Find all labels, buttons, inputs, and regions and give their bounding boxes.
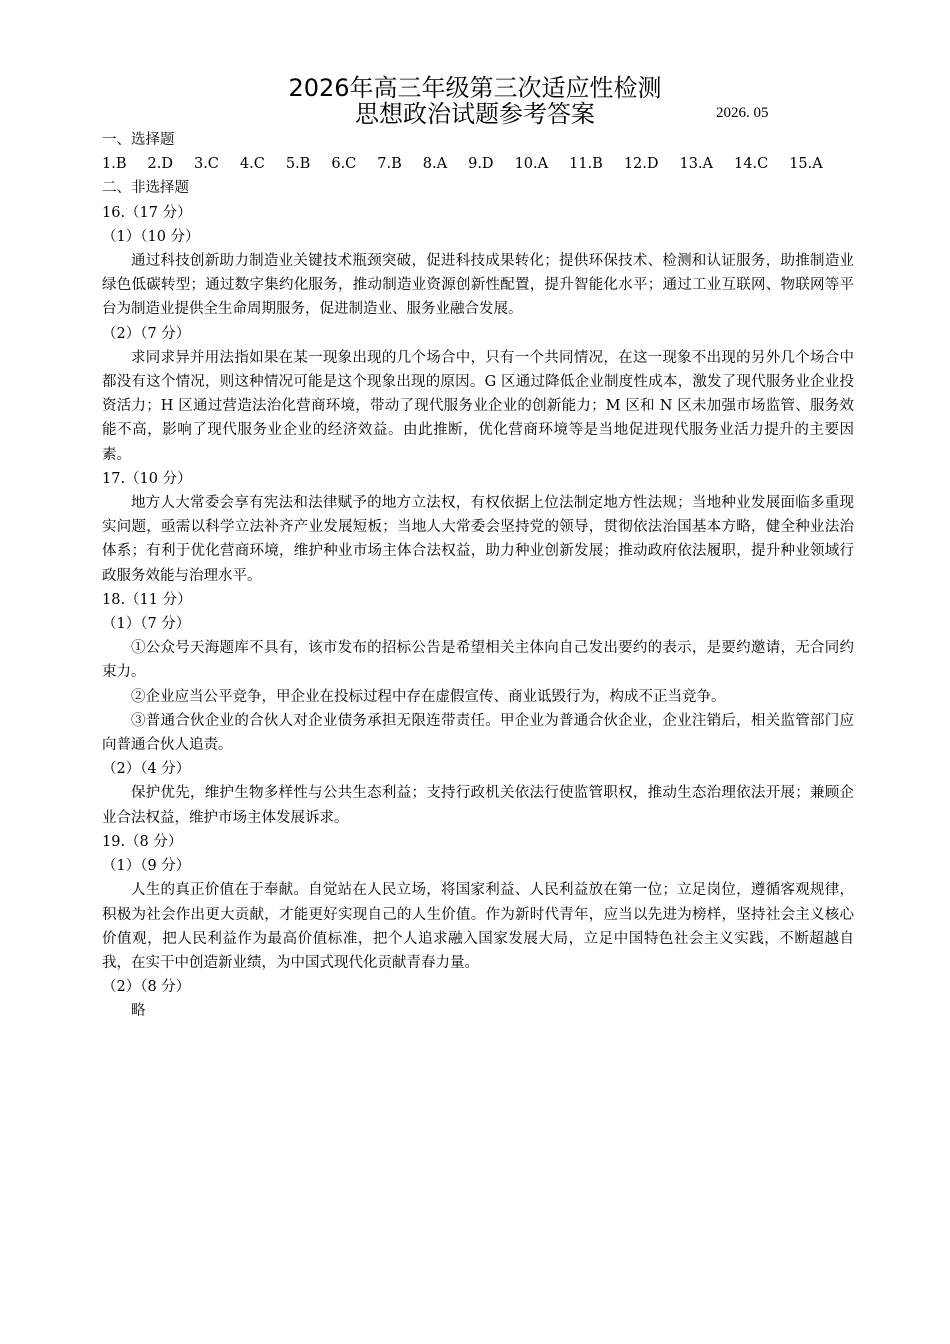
answer-item: 6.C [331,156,357,173]
question-19-part2-label: （2）（8 分） [102,979,191,996]
multiple-choice-answers [102,152,854,176]
section-heading-non-choice: 二、非选择题 [102,180,189,197]
question-18-part2-answer: 保护优先，维护生物多样性与公共生态利益；支持行政机关依法行使监管职权，推动生态治理依法开展；兼顾企业合法权益，维护市场主体发展诉求。 [102,785,854,826]
answer-item: 7.B [377,156,402,173]
question-17-answer: 地方人大常委会享有宪法和法律赋予的地方立法权，有权依据上位法制定地方性法规；当地种业发展面临多重现实问题，亟需以科学立法补齐产业发展短板；当地人大常委会坚持党的领导，贯彻依法治国基本方略，健全种业法治体系；有利于优化营商环境，维护种业市场主体合法权益，助力种业创新发展；推动政府依法履职，提升种业领域行政服务效能与治理水平。 [102,495,854,584]
question-18-part1-item: ②企业应当公平竞争，甲企业在投标过程中存在虚假宣传、商业诋毁行为，构成不正当竞争。 [131,688,726,705]
question-16-part2-label: （2）（7 分） [102,325,191,342]
document-title: 2026年高三年级第三次适应性检测 [288,74,662,102]
answer-item: 12.D [623,156,659,173]
answer-item: 5.B [285,156,311,173]
question-19-label: 19.（8 分） [102,833,183,850]
answer-item: 10.A [514,156,549,173]
document-date: 2026. 05 [716,105,769,121]
question-18-part2-label: （2）（4 分） [102,761,191,778]
answer-item: 3.C [193,156,219,173]
answer-item: 4.C [239,156,265,173]
question-19-part1-answer: 人生的真正价值在于奉献。自觉站在人民立场，将国家利益、人民利益放在第一位；立足岗位，遵循客观规律，积极为社会作出更大贡献，才能更好实现自己的人生价值。作为新时代青年，应当以先进为榜样，坚持社会主义核心价值观，把人民利益作为最高价值标准，把个人追求融入国家发展大局，立足中国特色社会主义实践，不断超越自我，在实干中创造新业绩，为中国式现代化贡献青春力量。 [102,882,854,971]
answer-item: 8.A [422,156,448,173]
question-16-part1-label: （1）（10 分） [102,228,200,245]
answer-item: 13.A [679,156,714,173]
question-17-label: 17.（10 分） [102,470,192,487]
question-18-label: 18.（11 分） [102,591,192,608]
answer-item: 15.A [789,156,823,173]
question-18-part1-label: （1）（7 分） [102,616,191,633]
question-18-part1-item: ①公众号天海题库不具有，该市发布的招标公告是希望相关主体向自己发出要约的表示，是要约邀请，无合同约束力。 [102,640,854,681]
question-19-part2-answer: 略 [131,1003,146,1020]
question-19-part1-label: （1）（9 分） [102,858,191,875]
answer-item: 9.D [468,156,494,173]
answer-item: 2.D [147,156,173,173]
document-subtitle: 思想政治试题参考答案 [355,100,595,128]
question-18-part1-item: ③普通合伙企业的合伙人对企业债务承担无限连带责任。甲企业为普通合伙企业，企业注销后，相关监管部门应向普通合伙人追责。 [102,712,854,754]
answer-item: 11.B [569,156,603,173]
question-16-label: 16.（17 分） [102,204,192,221]
question-16-part2-answer: 求同求异并用法指如果在某一现象出现的几个场合中，只有一个共同情况，在这一现象不出现的另外几个场合中都没有这个情况，则这种情况可能是这个现象出现的原因。G 区通过降低企业制度性成本，激发了现代服务业企业投资活力；H 区通过营造法治化营商环境，带动了现代服务业企业的创新能力；M 区和 N 区未加强市场监管、服务效能不高，影响了现代服务业企业的经济效益。由此推断，优化营商环境等是当地促进现代服务业活力提升的主要因素。 [102,349,854,463]
section-heading-multiple-choice: 一、选择题 [102,132,175,148]
answer-content [102,128,854,1024]
answer-item: 1.B [102,156,127,173]
question-16-part1-answer: 通过科技创新助力制造业关键技术瓶颈突破，促进科技成果转化；提供环保技术、检测和认证服务，助推制造业绿色低碳转型；通过数字集约化服务，推动制造业资源创新性配置，提升智能化水平；通过工业互联网、物联网等平台为制造业提供全生命周期服务，促进制造业、服务业融合发展。 [102,253,854,318]
answer-item: 14.C [734,156,769,173]
